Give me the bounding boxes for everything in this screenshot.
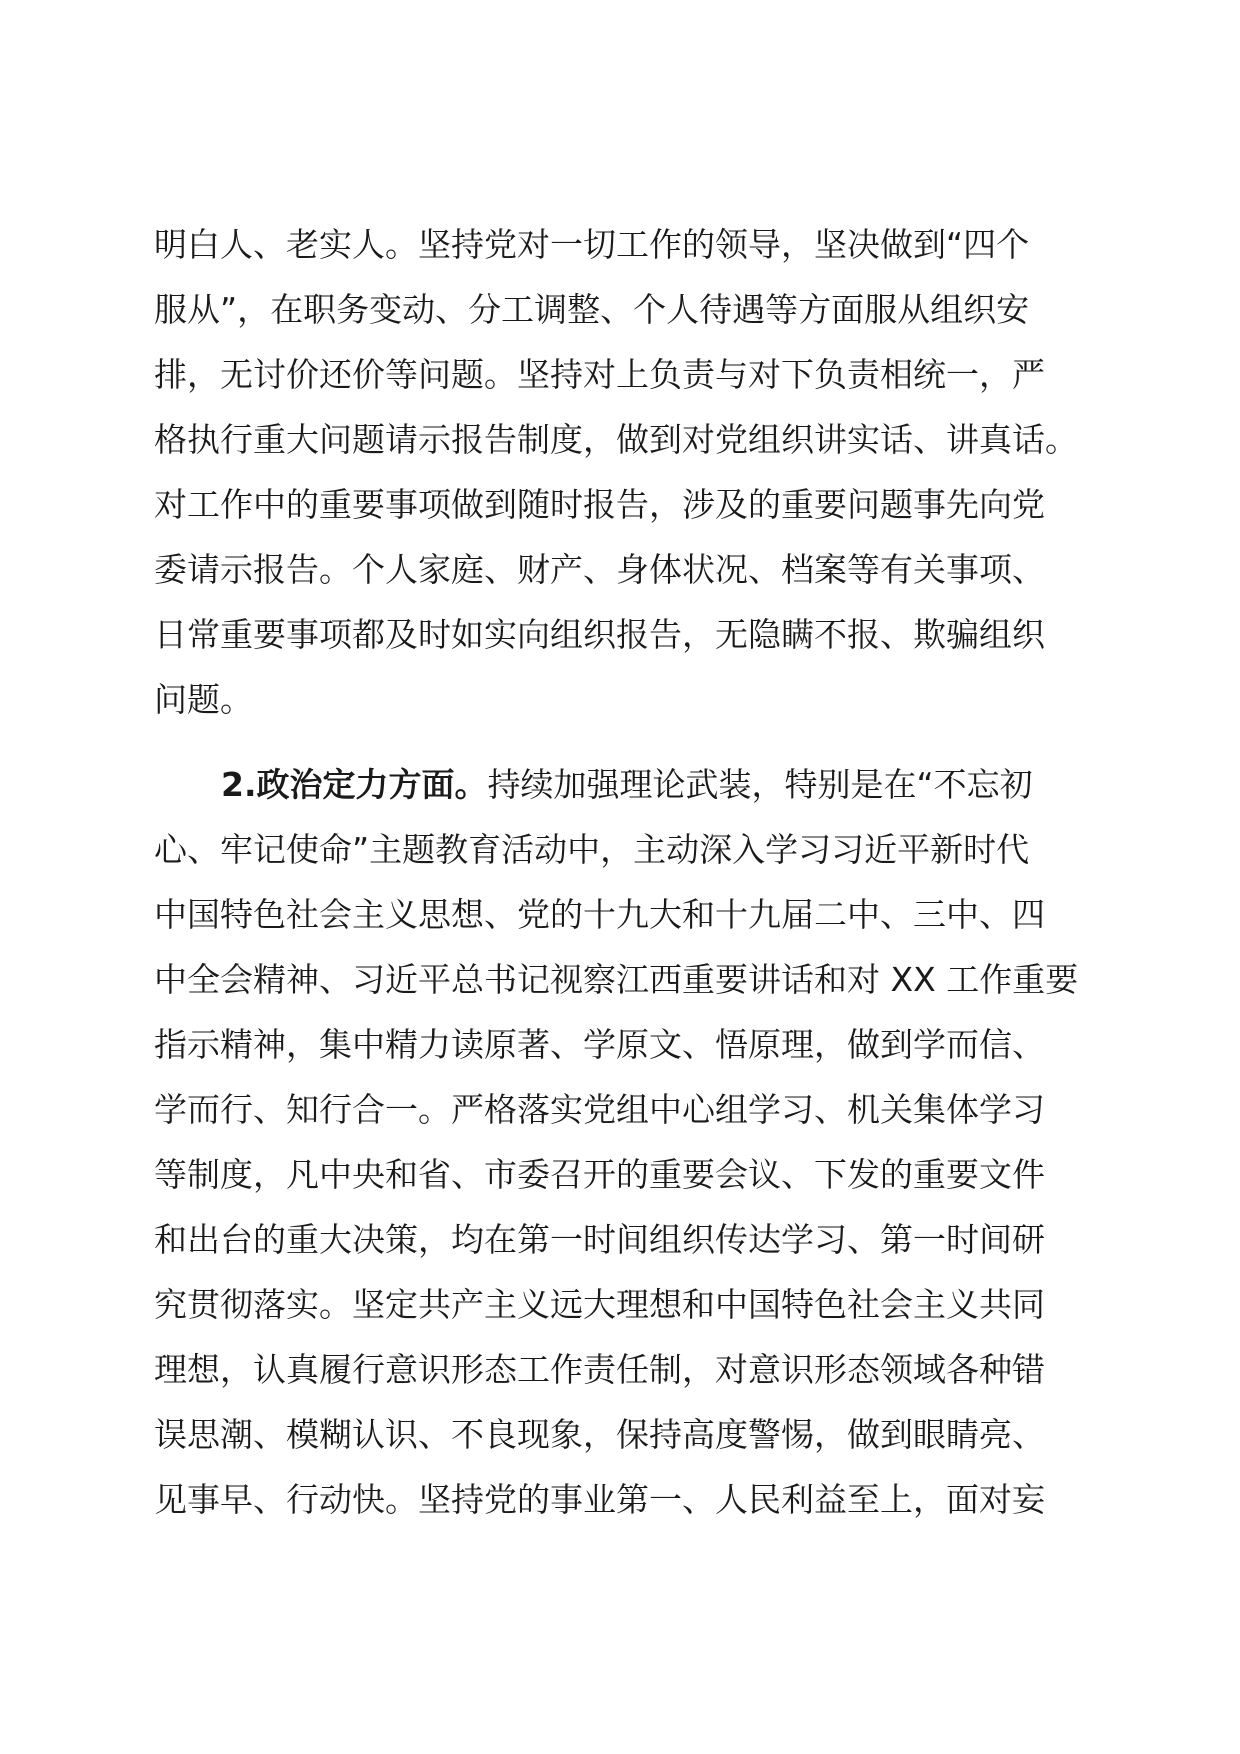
paragraph-line: 问题。 [154, 680, 253, 719]
paragraph-2 [154, 752, 1094, 1532]
paragraph-first-line [154, 752, 1094, 817]
paragraph-line: 和出台的重大决策，均在第一时间组织传达学习、第一时间研 [154, 1220, 1045, 1259]
paragraph-line: 等制度，凡中央和省、市委召开的重要会议、下发的重要文件 [154, 1155, 1045, 1194]
paragraph-line: 排，无讨价还价等问题。坚持对上负责与对下负责相统一，严 [154, 355, 1045, 394]
paragraph-line: 学而行、知行合一。严格落实党组中心组学习、机关集体学习 [154, 1090, 1045, 1129]
paragraph-line: 委请示报告。个人家庭、财产、身体状况、档案等有关事项、 [154, 550, 1045, 589]
paragraph-line: 格执行重大问题请示报告制度，做到对党组织讲实话、讲真话。 [154, 420, 1078, 459]
paragraph-line: 中全会精神、习近平总书记视察江西重要讲话和对 XX 工作重要 [154, 960, 1079, 999]
paragraph-1 [154, 212, 1094, 732]
paragraph-line: 见事早、行动快。坚持党的事业第一、人民利益至上，面对妄 [154, 1480, 1045, 1519]
paragraph-line: 服从”，在职务变动、分工调整、个人待遇等方面服从组织安 [154, 290, 1030, 329]
section-heading: 2.政治定力方面。 [221, 765, 488, 804]
paragraph-line: 心、牢记使命”主题教育活动中，主动深入学习习近平新时代 [154, 830, 1030, 869]
paragraph-line: 日常重要事项都及时如实向组织报告，无隐瞒不报、欺骗组织 [154, 615, 1045, 654]
paragraph-line-rest: 持续加强理论武装，特别是在“不忘初 [487, 765, 1033, 804]
paragraph-line: 理想，认真履行意识形态工作责任制，对意识形态领域各种错 [154, 1350, 1045, 1389]
paragraph-line: 明白人、老实人。坚持党对一切工作的领导，坚决做到“四个 [154, 225, 1030, 264]
paragraph-line: 对工作中的重要事项做到随时报告，涉及的重要问题事先向党 [154, 485, 1045, 524]
paragraph-line: 指示精神，集中精力读原著、学原文、悟原理，做到学而信、 [154, 1025, 1045, 1064]
paragraph-line: 究贯彻落实。坚定共产主义远大理想和中国特色社会主义共同 [154, 1285, 1045, 1324]
paragraph-line: 中国特色社会主义思想、党的十九大和十九届二中、三中、四 [154, 895, 1045, 934]
paragraph-line: 误思潮、模糊认识、不良现象，保持高度警惕，做到眼睛亮、 [154, 1415, 1045, 1454]
